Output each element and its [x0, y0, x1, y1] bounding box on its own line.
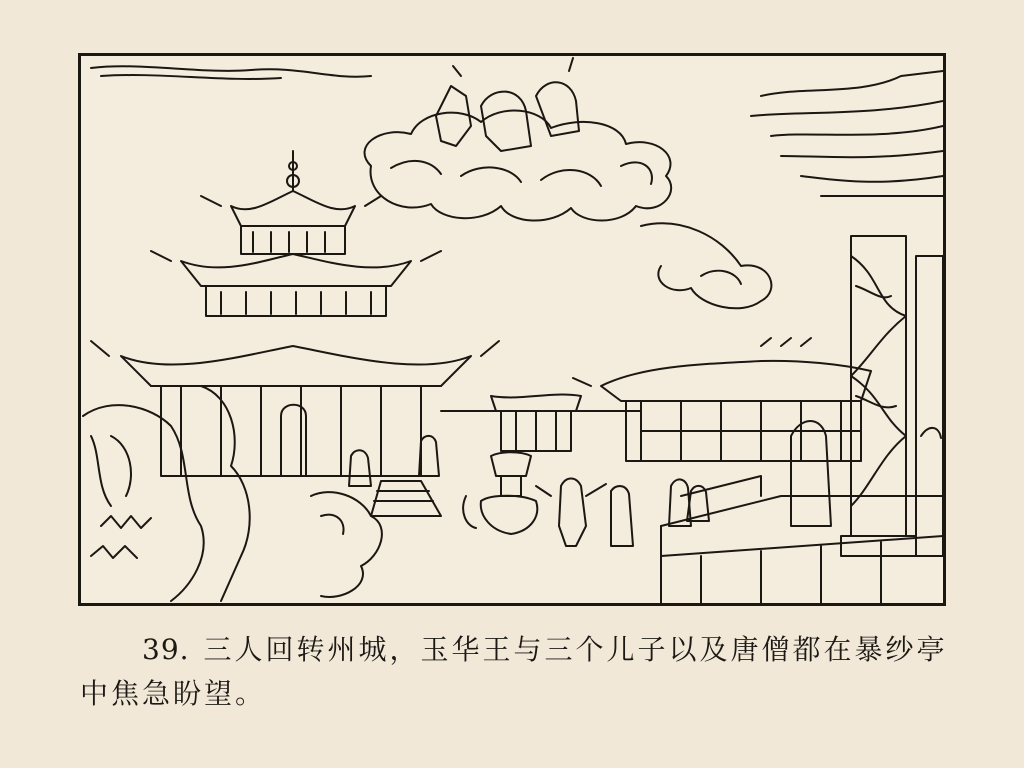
panel-number: 39.: [142, 633, 190, 666]
incense-burner-icon: [463, 452, 537, 534]
panel-caption: [80, 628, 950, 716]
palace-scene-drawing: [81, 56, 943, 603]
dragon-column-icon: [751, 71, 943, 556]
distant-pavilion-icon: [441, 395, 641, 451]
rock-and-foliage-icon: [83, 386, 382, 601]
stone-terrace-icon: [661, 476, 943, 603]
comic-panel-illustration: [78, 53, 946, 606]
caption-text: 三人回转州城，玉华王与三个儿子以及唐僧都在暴纱亭中焦急盼望。: [80, 633, 948, 710]
riders-cloud-icon: [365, 58, 772, 308]
cloud-wisp-icon: [91, 66, 371, 79]
